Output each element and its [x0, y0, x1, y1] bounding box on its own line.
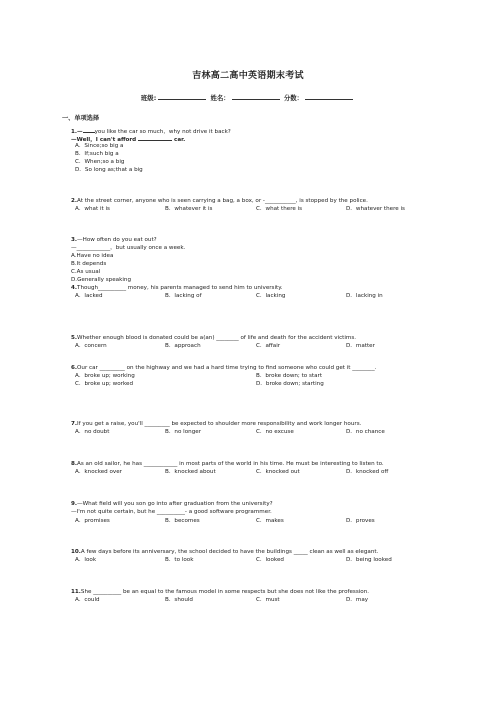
question-2: 2.At the street corner, anyone who is seen carrying a bag, a box, or -___________, is stopped by the police.: [71, 198, 368, 204]
question-7: 7.If you get a raise, you'll _________ be expected to shoulder more responsibility and work longer hours.: [71, 421, 362, 427]
class-label: 班级:: [140, 94, 157, 102]
option-c[interactable]: C．lacking: [256, 293, 286, 299]
option-b[interactable]: B．If;such big a: [75, 151, 119, 157]
option-b[interactable]: B．whatever it is: [165, 206, 213, 212]
question-9: 9.—What field will you son go into after graduation from the university?: [71, 501, 273, 507]
option-b[interactable]: B．to look: [165, 557, 194, 563]
option-d[interactable]: D．broke down; starting: [256, 381, 324, 387]
question-6: 6.Our car _________ on the highway and we had a hard time trying to find someone who could get it ________.: [71, 365, 377, 371]
option-d[interactable]: D.Generally speaking: [71, 277, 131, 283]
question-11: 11.She __________ be an equal to the famous model in some respects but she does not like the profession.: [71, 589, 370, 595]
option-b[interactable]: B．broke down; to start: [256, 373, 323, 379]
question-1-line-2: —Well，I can't afford car.: [71, 137, 186, 143]
option-c[interactable]: C．must: [256, 597, 280, 603]
option-c[interactable]: C．affair: [256, 343, 281, 349]
question-5: 5.Whether enough blood is donated could be a(an) ________ of life and death for the accident victims.: [71, 335, 357, 341]
option-b[interactable]: B.It depends: [71, 261, 107, 267]
option-a[interactable]: A．broke up; working: [75, 373, 135, 379]
option-d[interactable]: D．no chance: [346, 429, 385, 435]
question-number: 9.: [71, 501, 78, 507]
question-10: 10.A few days before its anniversary, the school decided to have the buildings _____ clean as well as elegant.: [71, 549, 379, 555]
question-number: 6.: [71, 365, 78, 371]
option-d[interactable]: D．whatever there is: [346, 206, 405, 212]
option-a[interactable]: A．knocked over: [75, 469, 122, 475]
option-c[interactable]: C．looked: [256, 557, 284, 563]
question-3: 3.—How often do you eat out?: [71, 237, 157, 243]
answer-blank: [83, 127, 95, 133]
option-d[interactable]: D．matter: [346, 343, 375, 349]
question-number: 10.: [71, 549, 81, 555]
option-a[interactable]: A．lacked: [75, 293, 103, 299]
option-c[interactable]: C.As usual: [71, 269, 101, 275]
name-label: 姓名：: [210, 94, 230, 102]
question-number: 7.: [71, 421, 78, 427]
option-a[interactable]: A．look: [75, 557, 97, 563]
answer-blank: [138, 135, 172, 141]
option-c[interactable]: C．no excuse: [256, 429, 294, 435]
option-b[interactable]: B．should: [165, 597, 193, 603]
question-number: 1.: [71, 129, 78, 135]
name-blank[interactable]: [232, 93, 280, 100]
option-a[interactable]: A．promises: [75, 518, 110, 524]
option-b[interactable]: B．lacking of: [165, 293, 202, 299]
option-a[interactable]: A.Have no idea: [71, 253, 114, 259]
option-a[interactable]: A．what it is: [75, 206, 110, 212]
option-c[interactable]: C．makes: [256, 518, 284, 524]
question-number: 5.: [71, 335, 78, 341]
option-d[interactable]: D．lacking in: [346, 293, 383, 299]
question-number: 8.: [71, 461, 78, 467]
question-4: 4.Though__________ money, his parents managed to send him to university.: [71, 285, 283, 291]
option-c[interactable]: C．knocked out: [256, 469, 300, 475]
class-blank[interactable]: [158, 93, 206, 100]
option-a[interactable]: A．Since;so big a: [75, 143, 124, 149]
score-blank[interactable]: [305, 93, 353, 100]
option-c[interactable]: C．broke up; worked: [75, 381, 133, 387]
exam-title: 吉林高二高中英语期末考试: [192, 71, 304, 81]
score-label: 分数：: [283, 94, 304, 102]
question-3-line-2: —____________，but usually once a week.: [71, 245, 186, 251]
option-d[interactable]: D．being looked: [346, 557, 392, 563]
option-a[interactable]: A．could: [75, 597, 100, 603]
option-a[interactable]: A．no doubt: [75, 429, 110, 435]
student-info-line: [0, 93, 496, 102]
option-b[interactable]: B．approach: [165, 343, 201, 349]
option-b[interactable]: B．knocked about: [165, 469, 216, 475]
question-number: 11.: [71, 589, 81, 595]
option-c[interactable]: C．When;so a big: [75, 159, 125, 165]
option-c[interactable]: C．what there is: [256, 206, 303, 212]
question-9-line-2: —I'm not quite certain, but he __________- a good software programmer.: [71, 509, 272, 515]
option-d[interactable]: D．knocked off: [346, 469, 389, 475]
question-number: 3.: [71, 237, 78, 243]
question-number: 4.: [71, 285, 78, 291]
question-1: 1.— you like the car so much，why not drive it back?: [71, 129, 231, 135]
option-b[interactable]: B．becomes: [165, 518, 200, 524]
option-d[interactable]: D．So long as;that a big: [75, 167, 143, 173]
option-d[interactable]: D．may: [346, 597, 369, 603]
question-number: 2.: [71, 198, 78, 204]
question-8: 8.As an old sailor, he has ____________ in most parts of the world in his time. He must be interesting to listen to.: [71, 461, 384, 467]
option-b[interactable]: B．no longer: [165, 429, 201, 435]
option-a[interactable]: A．concern: [75, 343, 107, 349]
section-heading: 一、单项选择: [62, 115, 100, 122]
option-d[interactable]: D．proves: [346, 518, 375, 524]
